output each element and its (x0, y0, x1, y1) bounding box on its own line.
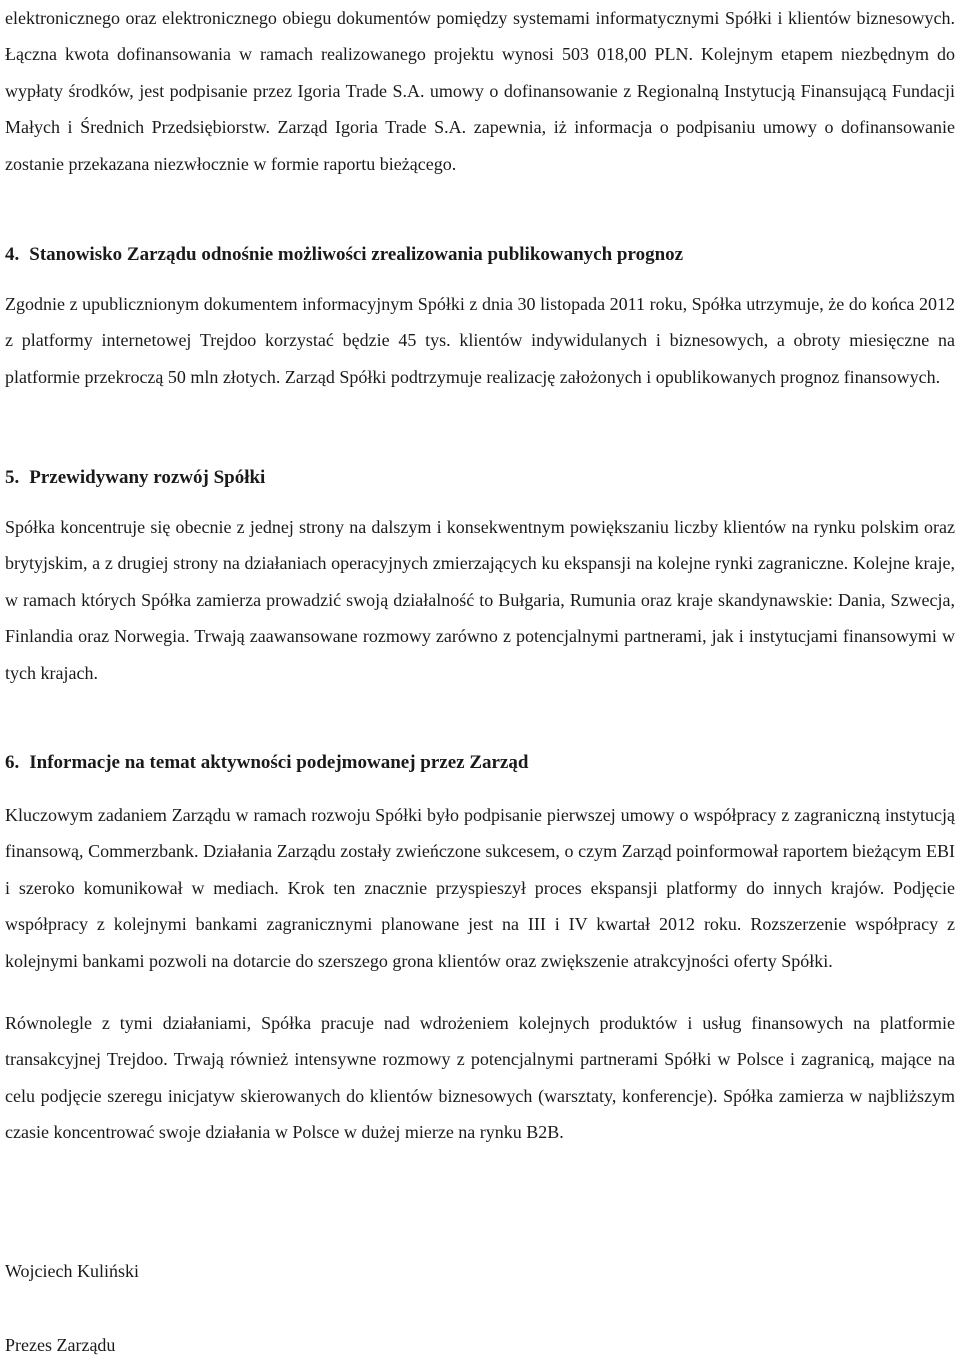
section-5-paragraph: Spółka koncentruje się obecnie z jednej strony na dalszym i konsekwentnym powiększaniu liczby klientów na rynku polskim oraz brytyjskim, a z drugiej strony na działaniach operacyjnych zmierzających ku ekspansji na kolejne rynki zagraniczne. Kolejne kraje, w ramach których Spółka zamierza prowadzić swoją działalność to Bułgaria, Rumunia oraz kraje skandynawskie: Dania, Szwecja, Finlandia oraz Norwegia. Trwają zaawansowane rozmowy zarówno z potencjalnymi partnerami, jak i instytucjami finansowymi w tych krajach. (5, 517, 955, 683)
section-6-number: 6. (5, 752, 20, 773)
section-4-paragraph: Zgodnie z upublicznionym dokumentem informacyjnym Spółki z dnia 30 listopada 2011 roku, Spółka utrzymuje, że do końca 2012 z platformy internetowej Trejdoo korzystać będzie 45 tys. klientów indywidulanych i biznesowych, a obroty miesięczne na platformie przekroczą 50 mln złotych. Zarząd Spółki podtrzymuje realizację założonych i opublikowanych prognoz finansowych. (5, 294, 955, 387)
signature-role: Prezes Zarządu (5, 1335, 116, 1355)
section-4-heading (5, 237, 683, 273)
section-4-title: Stanowisko Zarządu odnośnie możliwości zrealizowania publikowanych prognoz (29, 244, 684, 265)
section-6-title: Informacje na temat aktywności podejmowanej przez Zarząd (29, 752, 529, 773)
intro-paragraph: elektronicznego oraz elektronicznego obiegu dokumentów pomiędzy systemami informatycznymi Spółki i klientów biznesowych. Łączna kwota dofinansowania w ramach realizowanego projektu wynosi 503 018,00 PLN. Kolejnym etapem niezbędnym do wypłaty środków, jest podpisanie przez Igoria Trade S.A. umowy o dofinansowanie z Regionalną Instytucją Finansującą Fundacji Małych i Średnich Przedsiębiorstw. Zarząd Igoria Trade S.A. zapewnia, iż informacja o podpisaniu umowy o dofinansowanie zostanie przekazana niezwłocznie w formie raportu bieżącego. (5, 8, 955, 174)
section-6-paragraph-2: Równolegle z tymi działaniami, Spółka pracuje nad wdrożeniem kolejnych produktów i usług finansowych na platformie transakcyjnej Trejdoo. Trwają również intensywne rozmowy z potencjalnymi partnerami Spółki w Polsce i zagranicą, mające na celu podjęcie szeregu inicjatyw skierowanych do klientów biznesowych (warsztaty, konferencje). Spółka zamierza w najbliższym czasie koncentrować swoje działania w Polsce w dużej mierze na rynku B2B. (5, 1013, 955, 1143)
section-5-title: Przewidywany rozwój Spółki (29, 467, 266, 488)
section-4-number: 4. (5, 244, 20, 265)
section-6-paragraph: Kluczowym zadaniem Zarządu w ramach rozwoju Spółki było podpisanie pierwszej umowy o współpracy z zagraniczną instytucją finansową, Commerzbank. Działania Zarządu zostały zwieńczone sukcesem, o czym Zarząd poinformował raportem bieżącym EBI i szeroko komunikował w mediach. Krok ten znacznie przyspieszył proces ekspansji platformy do innych krajów. Podjęcie współpracy z kolejnymi bankami zagranicznymi planowane jest na III i IV kwartał 2012 roku. Rozszerzenie współpracy z kolejnymi bankami pozwoli na dotarcie do szerszego grona klientów oraz zwiększenie atrakcyjności oferty Spółki. (5, 805, 955, 971)
section-6-heading (5, 745, 528, 781)
signature-name: Wojciech Kuliński (5, 1261, 140, 1281)
section-5-number: 5. (5, 467, 20, 488)
section-5-heading (5, 460, 265, 496)
